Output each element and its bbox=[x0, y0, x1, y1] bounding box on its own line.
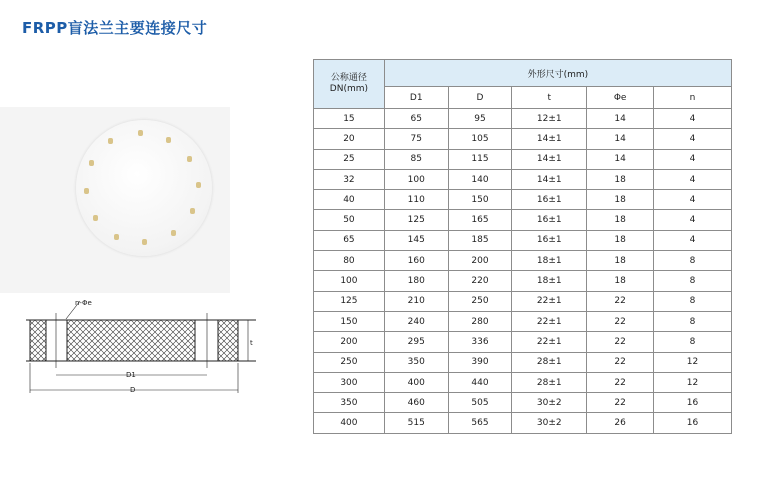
table-cell: 440 bbox=[448, 372, 512, 392]
table-row bbox=[314, 149, 732, 169]
table-cell: 210 bbox=[384, 291, 448, 311]
table-cell: 15 bbox=[314, 109, 385, 129]
table-cell: 505 bbox=[448, 393, 512, 413]
bolt-hole bbox=[108, 138, 113, 144]
table-cell: 18±1 bbox=[512, 251, 587, 271]
table-cell: 280 bbox=[448, 311, 512, 331]
dn-header: 公称通径 DN(mm) bbox=[314, 60, 385, 109]
bolt-hole bbox=[187, 156, 192, 162]
table-cell: 32 bbox=[314, 169, 385, 189]
table-cell: 14 bbox=[587, 129, 654, 149]
table-cell: 30±2 bbox=[512, 393, 587, 413]
bolt-hole bbox=[84, 188, 89, 194]
table-cell: 50 bbox=[314, 210, 385, 230]
table-row bbox=[314, 109, 732, 129]
table-cell: 30±2 bbox=[512, 413, 587, 433]
d1-label: D1 bbox=[126, 371, 136, 379]
table-cell: 400 bbox=[384, 372, 448, 392]
table-cell: 18 bbox=[587, 190, 654, 210]
table-cell: 150 bbox=[314, 311, 385, 331]
table-cell: 16±1 bbox=[512, 230, 587, 250]
table-cell: 240 bbox=[384, 311, 448, 331]
table-cell: 100 bbox=[384, 169, 448, 189]
table-cell: 390 bbox=[448, 352, 512, 372]
table-row bbox=[314, 372, 732, 392]
table-cell: 4 bbox=[654, 169, 732, 189]
table-cell: 8 bbox=[654, 311, 732, 331]
table-cell: 565 bbox=[448, 413, 512, 433]
table-cell: 22±1 bbox=[512, 291, 587, 311]
table-cell: 125 bbox=[384, 210, 448, 230]
bolt-hole bbox=[93, 215, 98, 221]
table-cell: 145 bbox=[384, 230, 448, 250]
table-cell: 22 bbox=[587, 352, 654, 372]
bolt-hole bbox=[190, 208, 195, 214]
table-cell: 16 bbox=[654, 413, 732, 433]
table-cell: 14 bbox=[587, 149, 654, 169]
table-cell: 85 bbox=[384, 149, 448, 169]
table-cell: 12±1 bbox=[512, 109, 587, 129]
table-row bbox=[314, 352, 732, 372]
table-row bbox=[314, 251, 732, 271]
table-cell: 220 bbox=[448, 271, 512, 291]
blind-flange-disc bbox=[76, 120, 212, 256]
table-cell: 65 bbox=[314, 230, 385, 250]
table-cell: 165 bbox=[448, 210, 512, 230]
table-cell: 350 bbox=[314, 393, 385, 413]
col-header-phi-e: Φe bbox=[587, 87, 654, 109]
table-cell: 20 bbox=[314, 129, 385, 149]
table-row bbox=[314, 291, 732, 311]
table-cell: 75 bbox=[384, 129, 448, 149]
table-cell: 460 bbox=[384, 393, 448, 413]
dimensions-group-header: 外形尺寸(mm) bbox=[384, 60, 731, 87]
table-row bbox=[314, 393, 732, 413]
table-cell: 18 bbox=[587, 210, 654, 230]
cross-section-drawing bbox=[20, 293, 265, 403]
table-cell: 336 bbox=[448, 332, 512, 352]
col-header-n: n bbox=[654, 87, 732, 109]
table-cell: 80 bbox=[314, 251, 385, 271]
table-cell: 4 bbox=[654, 190, 732, 210]
table-cell: 65 bbox=[384, 109, 448, 129]
table-row bbox=[314, 413, 732, 433]
bolt-hole bbox=[114, 234, 119, 240]
table-row bbox=[314, 311, 732, 331]
table-cell: 12 bbox=[654, 372, 732, 392]
table-cell: 14 bbox=[587, 109, 654, 129]
col-header-d: D bbox=[448, 87, 512, 109]
table-cell: 400 bbox=[314, 413, 385, 433]
col-header-d1: D1 bbox=[384, 87, 448, 109]
table-row bbox=[314, 129, 732, 149]
table-cell: 8 bbox=[654, 332, 732, 352]
table-row bbox=[314, 332, 732, 352]
table-cell: 125 bbox=[314, 291, 385, 311]
bolt-hole bbox=[166, 137, 171, 143]
table-cell: 22 bbox=[587, 393, 654, 413]
table-cell: 295 bbox=[384, 332, 448, 352]
table-cell: 22 bbox=[587, 311, 654, 331]
table-cell: 18 bbox=[587, 271, 654, 291]
table-cell: 4 bbox=[654, 149, 732, 169]
table-row bbox=[314, 190, 732, 210]
table-cell: 18±1 bbox=[512, 271, 587, 291]
bolt-hole bbox=[142, 239, 147, 245]
table-cell: 160 bbox=[384, 251, 448, 271]
table-cell: 185 bbox=[448, 230, 512, 250]
table-cell: 8 bbox=[654, 251, 732, 271]
table-cell: 28±1 bbox=[512, 352, 587, 372]
table-cell: 4 bbox=[654, 129, 732, 149]
table-cell: 14±1 bbox=[512, 129, 587, 149]
page-title: FRPP盲法兰主要连接尺寸 bbox=[22, 19, 208, 37]
table-cell: 14±1 bbox=[512, 169, 587, 189]
table-cell: 16±1 bbox=[512, 190, 587, 210]
table-cell: 4 bbox=[654, 109, 732, 129]
table-cell: 250 bbox=[314, 352, 385, 372]
table-cell: 28±1 bbox=[512, 372, 587, 392]
flange-section bbox=[26, 313, 256, 368]
table-cell: 115 bbox=[448, 149, 512, 169]
col-header-t: t bbox=[512, 87, 587, 109]
table-cell: 16 bbox=[654, 393, 732, 413]
dimension-table bbox=[313, 59, 732, 434]
table-row bbox=[314, 210, 732, 230]
table-cell: 180 bbox=[384, 271, 448, 291]
bolt-hole bbox=[89, 160, 94, 166]
table-cell: 150 bbox=[448, 190, 512, 210]
table-cell: 26 bbox=[587, 413, 654, 433]
bolt-hole bbox=[171, 230, 176, 236]
hole-label: n-Φe bbox=[75, 299, 92, 307]
table-cell: 200 bbox=[314, 332, 385, 352]
table-cell: 22±1 bbox=[512, 332, 587, 352]
table-cell: 18 bbox=[587, 230, 654, 250]
table-cell: 200 bbox=[448, 251, 512, 271]
table-row bbox=[314, 230, 732, 250]
table-cell: 110 bbox=[384, 190, 448, 210]
d-label: D bbox=[130, 386, 136, 394]
table-cell: 100 bbox=[314, 271, 385, 291]
bolt-hole bbox=[196, 182, 201, 188]
table-cell: 140 bbox=[448, 169, 512, 189]
table-cell: 8 bbox=[654, 271, 732, 291]
table-cell: 250 bbox=[448, 291, 512, 311]
table-cell: 300 bbox=[314, 372, 385, 392]
table-cell: 22 bbox=[587, 332, 654, 352]
table-cell: 515 bbox=[384, 413, 448, 433]
table-cell: 95 bbox=[448, 109, 512, 129]
thickness-label: t bbox=[250, 339, 253, 347]
table-cell: 12 bbox=[654, 352, 732, 372]
table-cell: 4 bbox=[654, 210, 732, 230]
table-cell: 22±1 bbox=[512, 311, 587, 331]
table-cell: 8 bbox=[654, 291, 732, 311]
table-row bbox=[314, 271, 732, 291]
table-cell: 22 bbox=[587, 372, 654, 392]
table-cell: 22 bbox=[587, 291, 654, 311]
table-cell: 14±1 bbox=[512, 149, 587, 169]
table-cell: 105 bbox=[448, 129, 512, 149]
table-cell: 25 bbox=[314, 149, 385, 169]
table-body bbox=[314, 109, 732, 434]
table-cell: 18 bbox=[587, 169, 654, 189]
table-cell: 18 bbox=[587, 251, 654, 271]
table-row bbox=[314, 169, 732, 189]
table-cell: 40 bbox=[314, 190, 385, 210]
bolt-hole bbox=[138, 130, 143, 136]
table-cell: 4 bbox=[654, 230, 732, 250]
table-cell: 350 bbox=[384, 352, 448, 372]
table-cell: 16±1 bbox=[512, 210, 587, 230]
